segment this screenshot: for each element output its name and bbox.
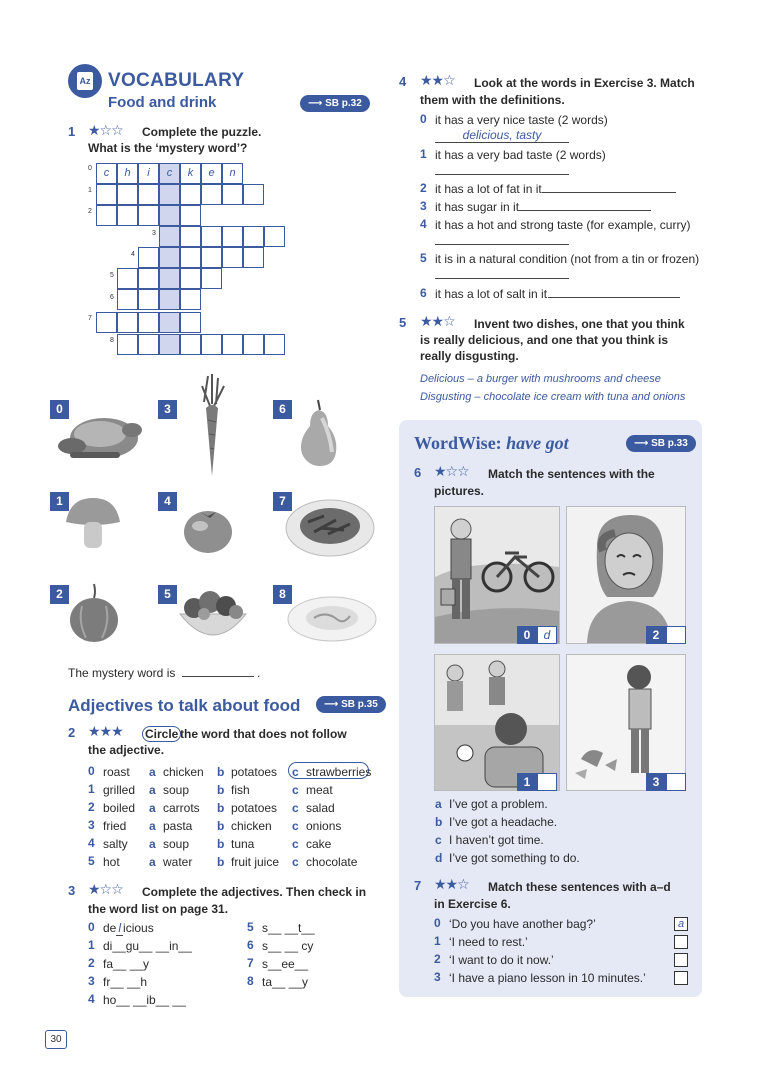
wordwise-topic: have got: [506, 433, 569, 453]
az-book-icon: Az: [77, 72, 93, 90]
item-number: 8: [247, 974, 254, 988]
exercise-1-question: What is the ‘mystery word’?: [88, 141, 248, 155]
item-number: 7: [247, 956, 254, 970]
answer-checkbox[interactable]: [674, 971, 688, 985]
item-number: 2: [434, 952, 441, 966]
puzzle-cell[interactable]: [117, 205, 138, 226]
option-a[interactable]: carrots: [163, 801, 200, 815]
answer-checkbox[interactable]: [674, 953, 688, 967]
circle-word: Circle: [142, 726, 181, 742]
puzzle-cell[interactable]: [117, 184, 138, 205]
option-b[interactable]: tuna: [231, 837, 255, 851]
puzzle-cell-mystery[interactable]: [159, 289, 180, 310]
puzzle-cell-mystery[interactable]: [159, 247, 180, 268]
exercise-2-stars: ★★★: [88, 723, 123, 739]
answer-line[interactable]: [548, 286, 680, 298]
chicken-photo: [52, 400, 148, 472]
puzzle-cell[interactable]: [201, 247, 222, 268]
sentence-letter: a: [435, 797, 442, 811]
word-gap[interactable]: fr__ __h: [103, 975, 148, 989]
boys-playing-football-illustration: [435, 655, 559, 790]
item-number: 1: [88, 938, 95, 952]
definition-text: it is in a natural condition (not from a tin or frozen): [435, 252, 700, 266]
picture-2-answer[interactable]: [666, 626, 686, 644]
adjective: fried: [103, 819, 127, 833]
exercise-5-instruction: Invent two dishes, one that you think is really delicious, and one that you think is really disgusting.: [420, 317, 685, 363]
exercise-4-instruction: Look at the words in Exercise 3. Match them with the definitions.: [420, 76, 695, 107]
answer-line[interactable]: [519, 199, 651, 211]
puzzle-cell[interactable]: k: [180, 163, 201, 184]
picture-number: 3: [646, 773, 666, 791]
puzzle-cell-mystery[interactable]: [159, 226, 180, 247]
adjective: hot: [103, 855, 120, 869]
item-number: 5: [247, 920, 254, 934]
quote-text: ‘I have a piano lesson in 10 minutes.’: [449, 971, 646, 985]
puzzle-cell[interactable]: h: [117, 163, 138, 184]
filled-letter: l: [118, 921, 122, 935]
exercise-6-number: 6: [414, 465, 422, 480]
picture-0-answer[interactable]: d: [537, 626, 557, 644]
option-b[interactable]: potatoes: [231, 765, 278, 779]
answer-line[interactable]: [435, 233, 569, 245]
option-letter: a: [149, 801, 156, 815]
wordwise-title: [414, 433, 569, 454]
pasta-plate-photo: [286, 594, 378, 644]
picture-1-answer[interactable]: [537, 773, 557, 791]
item-number: 0: [420, 112, 427, 126]
sb-reference-tag[interactable]: [626, 435, 696, 452]
option-a[interactable]: soup: [163, 783, 190, 797]
mushroom-photo: [62, 494, 124, 554]
option-letter: a: [149, 837, 156, 851]
picture-0: [434, 506, 560, 644]
exercise-7-stars: ★★☆: [434, 876, 469, 892]
puzzle-cell[interactable]: [138, 247, 159, 268]
adjective: salty: [103, 837, 128, 851]
puzzle-cell[interactable]: [138, 184, 159, 205]
puzzle-cell[interactable]: [264, 334, 285, 355]
page-number: 30: [45, 1030, 67, 1049]
adjective: roast: [103, 765, 130, 779]
sentence-text: I’ve got a headache.: [449, 815, 558, 829]
carrot-photo: [188, 372, 238, 480]
girl-with-broken-teapot-illustration: [567, 655, 685, 790]
item-number: 3: [88, 974, 95, 988]
puzzle-cell[interactable]: [96, 205, 117, 226]
exercise-5-number: 5: [399, 315, 407, 330]
onion-photo: [66, 582, 122, 644]
arrow-icon: ⟶: [308, 98, 326, 109]
picture-3-answer[interactable]: [666, 773, 686, 791]
puzzle-cell[interactable]: [180, 289, 201, 310]
puzzle-cell[interactable]: [180, 184, 201, 205]
row-number: 4: [131, 251, 135, 258]
exercise-5-answer-2[interactable]: Disgusting – chocolate ice cream with tuna and onions: [420, 391, 686, 403]
puzzle-cell[interactable]: [180, 334, 201, 355]
picture-1: [434, 654, 560, 791]
row-number: 0: [88, 165, 92, 172]
photo-label: 5: [158, 585, 177, 604]
photo-label: 1: [50, 492, 69, 511]
row-number: 2: [88, 208, 92, 215]
puzzle-cell[interactable]: [264, 226, 285, 247]
puzzle-cell-mystery[interactable]: [159, 205, 180, 226]
picture-2: [566, 506, 686, 644]
puzzle-cell[interactable]: [96, 184, 117, 205]
section-subtitle: Food and drink: [108, 94, 217, 111]
option-letter: b: [217, 783, 225, 797]
adjectives-section-title: Adjectives to talk about food: [68, 696, 301, 715]
word-gap[interactable]: s__ee__: [262, 957, 309, 971]
photo-label: 6: [273, 400, 292, 419]
puzzle-cell[interactable]: [138, 289, 159, 310]
vocabulary-icon: [68, 64, 102, 98]
photo-label: 3: [158, 400, 177, 419]
puzzle-cell[interactable]: [222, 226, 243, 247]
option-letter: c: [292, 819, 299, 833]
exercise-6-stars: ★☆☆: [434, 463, 469, 479]
exercise-2-instruction-rest: the word that does not follow the adjective.: [88, 727, 347, 757]
item-number: 0: [434, 916, 441, 930]
exercise-1-stars: ★☆☆: [88, 122, 123, 138]
mystery-word-blank[interactable]: [182, 665, 254, 677]
option-letter: c: [292, 783, 299, 797]
option-letter: c: [292, 837, 299, 851]
exercise-5-answer-1[interactable]: Delicious – a burger with mushrooms and cheese: [420, 373, 661, 385]
sb-ref-text: SB p.35: [341, 699, 378, 710]
puzzle-cell[interactable]: i: [138, 163, 159, 184]
puzzle-cell-mystery[interactable]: [159, 184, 180, 205]
girl-with-headache-illustration: [567, 507, 685, 643]
answer-line[interactable]: [435, 163, 569, 175]
photo-label: 4: [158, 492, 177, 511]
puzzle-cell[interactable]: n: [222, 163, 243, 184]
item-number: 3: [420, 199, 427, 213]
option-c[interactable]: chocolate: [306, 855, 358, 869]
option-letter: a: [149, 855, 156, 869]
option-c[interactable]: salad: [306, 801, 335, 815]
adjective: grilled: [103, 783, 136, 797]
puzzle-cell[interactable]: [138, 312, 159, 333]
exercise-3-number: 3: [68, 883, 76, 898]
word-prefix: de: [103, 921, 117, 935]
row-number: 3: [88, 818, 95, 832]
puzzle-cell[interactable]: [201, 226, 222, 247]
sb-reference-tag[interactable]: [300, 95, 370, 112]
puzzle-cell[interactable]: [180, 312, 201, 333]
option-letter: b: [217, 765, 225, 779]
puzzle-cell[interactable]: [138, 268, 159, 289]
exercise-4-stars: ★★☆: [420, 72, 455, 88]
item-number: 0: [88, 920, 95, 934]
row-number: 0: [88, 764, 95, 778]
puzzle-cell[interactable]: [117, 289, 138, 310]
puzzle-cell[interactable]: [117, 312, 138, 333]
mystery-word-line: [68, 665, 260, 680]
wordwise-label: WordWise:: [414, 433, 502, 453]
definition-text: it has a lot of fat in it: [435, 182, 542, 196]
option-letter: c: [292, 765, 299, 779]
picture-number: 1: [517, 773, 537, 791]
puzzle-cell[interactable]: c: [96, 163, 117, 184]
puzzle-cell[interactable]: [138, 205, 159, 226]
sentence-letter: b: [435, 815, 443, 829]
puzzle-cell[interactable]: [201, 184, 222, 205]
mystery-word-label: The mystery word is: [68, 666, 176, 680]
puzzle-cell[interactable]: [96, 312, 117, 333]
quote-text: ‘I want to do it now.’: [449, 953, 554, 967]
item-number: 4: [88, 992, 95, 1006]
definition-text: it has a lot of salt in it: [435, 287, 548, 301]
sentence-text: I’ve got a problem.: [449, 797, 548, 811]
vocabulary-title: VOCABULARY: [108, 70, 245, 91]
item-number: 2: [420, 181, 427, 195]
puzzle-cell-mystery[interactable]: [159, 312, 180, 333]
option-b[interactable]: chicken: [231, 819, 272, 833]
row-number: 5: [88, 854, 95, 868]
row-number: 1: [88, 782, 95, 796]
word-gap[interactable]: s__ __t__: [262, 921, 315, 935]
puzzle-cell[interactable]: [180, 247, 201, 268]
option-letter: b: [217, 837, 225, 851]
exercise-2-number: 2: [68, 725, 76, 740]
option-b[interactable]: fish: [231, 783, 250, 797]
puzzle-cell[interactable]: [201, 268, 222, 289]
exercise-4-number: 4: [399, 74, 407, 89]
answer-line[interactable]: [435, 267, 569, 279]
arrow-icon: ⟶: [324, 699, 342, 710]
option-b[interactable]: potatoes: [231, 801, 278, 815]
puzzle-cell[interactable]: [222, 334, 243, 355]
word-suffix: icious: [123, 921, 154, 935]
puzzle-cell[interactable]: [222, 184, 243, 205]
exercise-7-number: 7: [414, 878, 422, 893]
puzzle-cell[interactable]: [117, 334, 138, 355]
sb-reference-tag[interactable]: [316, 696, 386, 713]
sentence-text: I haven’t got time.: [449, 833, 544, 847]
arrow-icon: ⟶: [634, 438, 652, 449]
puzzle-cell[interactable]: [243, 334, 264, 355]
tomato-photo: [180, 500, 236, 556]
definition-text: it has a hot and strong taste (for example, curry): [435, 218, 691, 232]
puzzle-cell[interactable]: [243, 226, 264, 247]
word-gap[interactable]: ta__ __y: [262, 975, 309, 989]
option-letter: c: [292, 801, 299, 815]
word-gap[interactable]: s__ __ cy: [262, 939, 314, 953]
sb-ref-text: SB p.32: [325, 98, 362, 109]
option-letter: a: [149, 819, 156, 833]
puzzle-cell[interactable]: [243, 247, 264, 268]
photo-label: 2: [50, 585, 69, 604]
puzzle-cell[interactable]: [180, 268, 201, 289]
option-letter: c: [292, 855, 299, 869]
option-a[interactable]: water: [163, 855, 193, 869]
item-number: 1: [420, 147, 427, 161]
picture-3: [566, 654, 686, 791]
item-number: 5: [420, 251, 427, 265]
option-letter: b: [217, 801, 225, 815]
pasta-dish-photo: [284, 494, 376, 558]
puzzle-cell[interactable]: [222, 247, 243, 268]
item-number: 1: [434, 934, 441, 948]
exercise-3-instruction: Complete the adjectives. Then check in the word list on page 31.: [88, 885, 367, 916]
photo-label: 8: [273, 585, 292, 604]
option-c[interactable]: onions: [306, 819, 342, 833]
item-number: 6: [420, 286, 427, 300]
option-a[interactable]: pasta: [163, 819, 193, 833]
exercise-3-stars: ★☆☆: [88, 881, 123, 897]
sentence-letter: d: [435, 851, 443, 865]
exercise-7-instruction: Match these sentences with a–d in Exercise 6.: [434, 880, 671, 911]
option-c[interactable]: cake: [306, 837, 332, 851]
definition-text: it has sugar in it: [435, 200, 520, 214]
word-gap-0[interactable]: [103, 921, 154, 935]
answer-checkbox[interactable]: [674, 935, 688, 949]
sentence-letter: c: [435, 833, 442, 847]
row-number: 6: [110, 294, 114, 301]
quote-text: ‘Do you have another bag?’: [449, 917, 596, 931]
puzzle-cell[interactable]: [180, 205, 201, 226]
puzzle-cell[interactable]: [117, 268, 138, 289]
quote-text: ‘I need to rest.’: [449, 935, 528, 949]
option-c[interactable]: meat: [306, 783, 333, 797]
puzzle-cell[interactable]: [201, 334, 222, 355]
option-a[interactable]: soup: [163, 837, 190, 851]
definition-text: it has a very nice taste (2 words): [435, 113, 608, 127]
option-letter: a: [149, 765, 156, 779]
option-a[interactable]: chicken: [163, 765, 204, 779]
exercise-1-instruction: Complete the puzzle.: [142, 125, 262, 139]
word-gap[interactable]: ho__ __ib__ __: [103, 993, 186, 1007]
puzzle-cell[interactable]: e: [201, 163, 222, 184]
option-c[interactable]: strawberries: [306, 765, 372, 779]
row-number: 7: [88, 315, 92, 322]
definition-text: it has a very bad taste (2 words): [435, 148, 606, 162]
picture-number: 0: [517, 626, 537, 644]
puzzle-cell[interactable]: [243, 184, 264, 205]
exercise-6-instruction: Match the sentences with the pictures.: [434, 467, 655, 498]
option-b[interactable]: fruit juice: [231, 855, 280, 869]
puzzle-cell-mystery[interactable]: c: [159, 163, 180, 184]
sentence-text: I’ve got something to do.: [449, 851, 580, 865]
item-number: 4: [420, 217, 427, 231]
answer-line[interactable]: delicious, tasty: [435, 128, 569, 143]
item-number: 3: [434, 970, 441, 984]
word-gap[interactable]: fa__ __y: [103, 957, 150, 971]
pear-photo: [292, 398, 342, 468]
puzzle-cell[interactable]: [180, 226, 201, 247]
option-letter: a: [149, 783, 156, 797]
row-number: 8: [110, 337, 114, 344]
item-number: 2: [88, 956, 95, 970]
row-number: 2: [88, 800, 95, 814]
option-letter: b: [217, 855, 225, 869]
picture-number: 2: [646, 626, 666, 644]
row-number: 1: [88, 187, 92, 194]
photo-label: 0: [50, 400, 69, 419]
sb-ref-text: SB p.33: [651, 438, 688, 449]
puzzle-cell-mystery[interactable]: [159, 334, 180, 355]
option-letter: b: [217, 819, 225, 833]
photo-label: 7: [273, 492, 292, 511]
row-number: 4: [88, 836, 95, 850]
exercise-5-stars: ★★☆: [420, 313, 455, 329]
word-gap[interactable]: di__gu__ __in__: [103, 939, 192, 953]
answer-line[interactable]: [542, 181, 676, 193]
row-number: 3: [152, 230, 156, 237]
answer-checkbox[interactable]: a: [674, 917, 688, 931]
puzzle-cell-mystery[interactable]: [159, 268, 180, 289]
row-number: 5: [110, 272, 114, 279]
puzzle-cell[interactable]: [138, 334, 159, 355]
mystery-word-period: .: [257, 666, 261, 680]
salad-bowl-photo: [174, 584, 252, 646]
item-number: 6: [247, 938, 254, 952]
adjective: boiled: [103, 801, 136, 815]
exercise-1-number: 1: [68, 124, 76, 139]
boy-with-bike-illustration: [435, 507, 559, 643]
